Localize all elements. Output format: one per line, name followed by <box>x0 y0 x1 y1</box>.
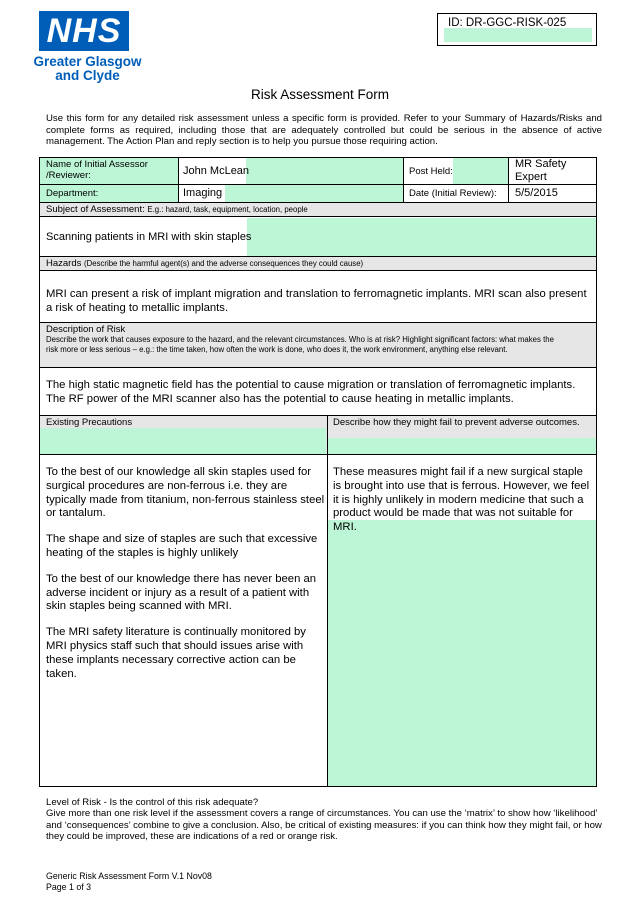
risk-value: The high static magnetic field has the potential to cause migration or translation of ferromagnetic implants. The RF power of the MRI scanner also has the potential to cause heating in metallic implants. <box>46 379 576 405</box>
document-id-text: ID: DR-GGC-RISK-025 <box>448 17 567 29</box>
hazards-header-text <box>46 258 363 269</box>
logo-org-line1: Greater Glasgow <box>33 54 142 69</box>
precaution-paragraph: The shape and size of staples are such that excessive heating of the staples is highly unlikely <box>46 533 318 559</box>
assessor-label: Name of Initial Assessor /Reviewer: <box>46 159 148 181</box>
intro-paragraph: Use this form for any detailed risk assessment unless a specific form is provided. Refer to your Summary of Hazards/Risks and complete forms as required, including those that are adequately controlled but could be serious in the absence of active management. The Action Plan and reply section is to help you pursue those requiring action. <box>46 113 602 148</box>
footer-form-name: Generic Risk Assessment Form V.1 Nov08 <box>46 871 212 881</box>
post-value: MR Safety Expert <box>515 158 567 183</box>
subject-value: Scanning patients in MRI with skin staples <box>46 231 252 243</box>
department-input[interactable] <box>225 185 403 202</box>
risk-assessment-table <box>39 157 597 787</box>
date-value: 5/5/2015 <box>515 187 558 199</box>
subject-header-text <box>46 204 308 215</box>
hazards-hint: (Describe the harmful agent(s) and the adverse consequences they could cause) <box>84 259 364 268</box>
subject-input[interactable] <box>247 218 596 256</box>
precautions-header-input[interactable] <box>40 428 326 454</box>
hazards-value: MRI can present a risk of implant migration and translation to ferromagnetic implants. MRI scan also present a risk of heating to metallic implants. <box>46 288 587 314</box>
department-value: Imaging <box>183 187 223 199</box>
failure-value: These measures might fail if a new surgical staple is brought into use that is ferrous. However, we feel it is highly unlikely in modern medicine that such a product would be made that was not suitable for MRI. <box>333 466 590 534</box>
logo-org-line2: and Clyde <box>55 68 120 83</box>
page-title: Risk Assessment Form <box>250 87 390 102</box>
assessor-value: John McLean <box>183 165 250 177</box>
level-of-risk-note <box>46 797 602 843</box>
failure-label: Describe how they might fail to prevent adverse outcomes. <box>333 417 580 428</box>
precaution-paragraph: The MRI safety literature is continually monitored by MRI physics staff such that should issues arise with these implants necessary corrective action can be taken. <box>46 626 306 680</box>
level-of-risk-body: Give more than one risk level if the assessment covers a range of circumstances. You can use the ‘matrix’ to show how ‘likelihood’ and ‘consequences’ combine to give a conclusion. Also, be critical of existing measures: if you can think how they might fail, or how they could be improved, these are indications of a red or orange risk. <box>46 808 602 843</box>
hazards-label: Hazards <box>46 258 82 269</box>
document-id-field[interactable] <box>444 28 592 42</box>
risk-label: Description of Risk <box>46 324 126 335</box>
risk-hint: Describe the work that causes exposure to the hazard, and the relevant circumstances. Who is at risk? Highlight significant factors: what makes the risk more or less serious – e.g.: the time taken, how often the work is done, who does it, the work environment, anything else relevant. <box>46 335 554 354</box>
subject-hint: E.g.: hazard, task, equipment, location, people <box>147 205 308 214</box>
post-label: Post Held: <box>409 166 453 177</box>
level-of-risk-heading: Level of Risk - Is the control of this risk adequate? <box>46 797 259 808</box>
failure-header-input[interactable] <box>328 438 596 454</box>
nhs-logo-mark: NHS <box>39 11 129 51</box>
nhs-logo-org <box>30 55 145 83</box>
post-label-cell <box>453 158 508 184</box>
failure-input[interactable] <box>328 520 596 786</box>
precaution-paragraph: To the best of our knowledge all skin staples used for surgical procedures are non-ferrous i.e. they are typically made from titanium, non-ferrous stainless steel or tantalum. <box>46 466 325 520</box>
document-id-box <box>437 13 597 46</box>
date-label: Date (Initial Review): <box>409 188 497 199</box>
subject-label: Subject of Assessment: <box>46 204 145 215</box>
precautions-content <box>46 466 326 681</box>
precaution-paragraph: To the best of our knowledge there has never been an adverse incident or injury as a result of a patient with skin staples being scanned with MRI. <box>46 572 317 613</box>
page-footer <box>46 871 212 893</box>
precautions-label: Existing Precautions <box>46 417 133 428</box>
assessor-input[interactable] <box>246 158 403 184</box>
department-label: Department: <box>46 188 99 199</box>
footer-page-number: Page 1 of 3 <box>46 882 91 892</box>
